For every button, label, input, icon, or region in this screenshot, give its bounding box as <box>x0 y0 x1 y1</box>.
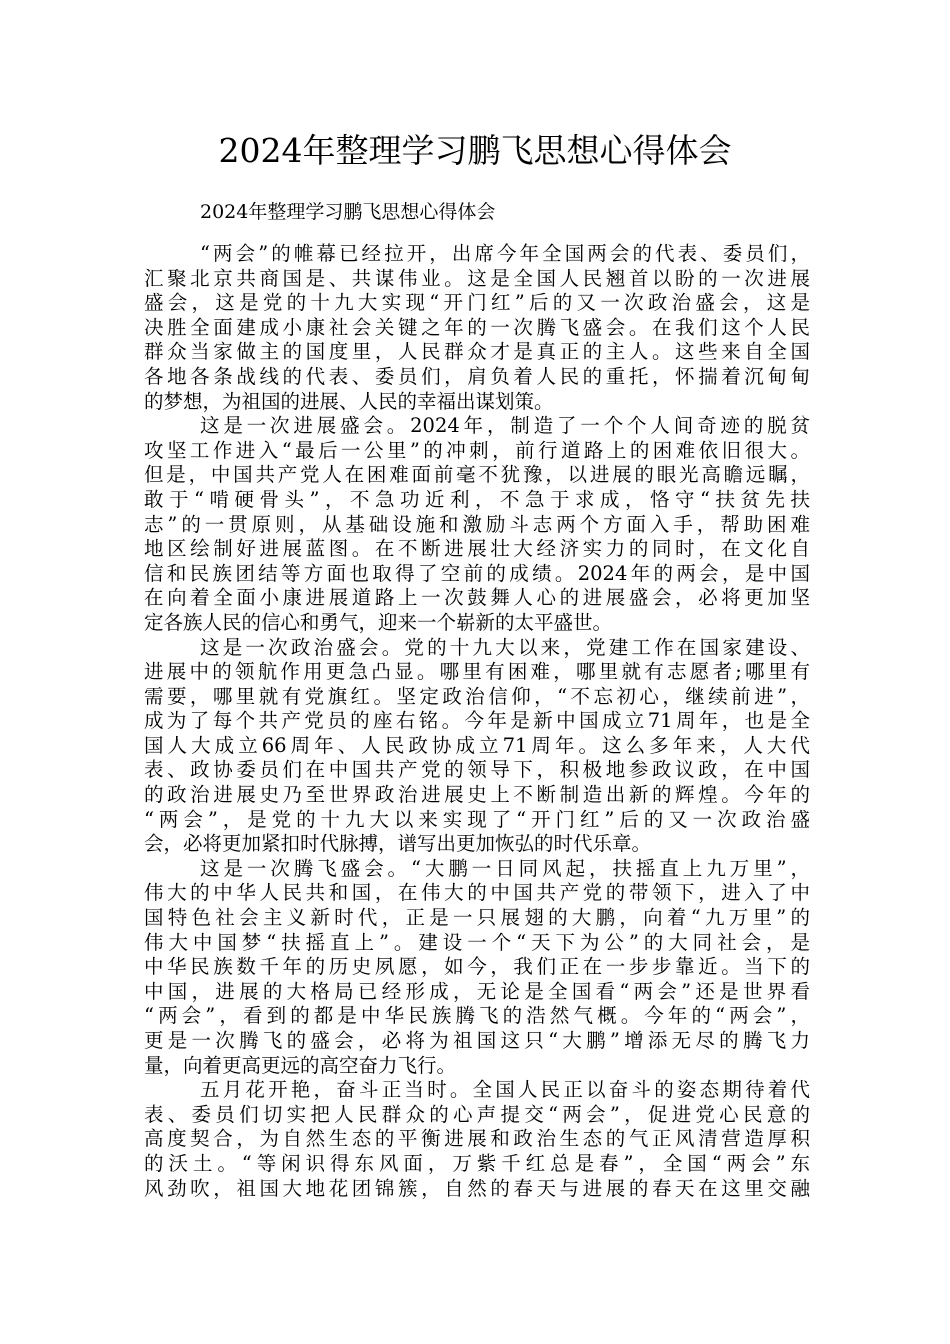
paragraph-line: 中国，进展的大格局已经形成，无论是全国看“两会”还是世界看 <box>144 979 810 1003</box>
paragraph-line: “两会”的帷幕已经拉开，出席今年全国两会的代表、委员们， <box>200 242 810 265</box>
paragraph-line: 高度契合，为自然生态的平衡进展和政治生态的气正风清营造厚积 <box>144 1127 810 1151</box>
paragraph-line: 表、委员们切实把人民群众的心声提交“两会”，促进党心民意的 <box>144 1102 810 1126</box>
paragraph-line: 盛会，这是党的十九大实现“开门红”后的又一次政治盛会，这是 <box>144 291 810 315</box>
paragraph-line: 表、政协委员们在中国共产党的领导下，积极地参政议政，在中国 <box>144 758 810 782</box>
paragraph-line: 汇聚北京共商国是、共谋伟业。这是全国人民翘首以盼的一次进展 <box>144 266 810 290</box>
document-title: 2024年整理学习鹏飞思想心得体会 <box>218 131 732 170</box>
body-paragraph <box>144 242 810 414</box>
paragraph-line: 这是一次政治盛会。党的十九大以来，党建工作在国家建设、 <box>200 635 810 659</box>
paragraph-line: 但是，中国共产党人在困难面前毫不犹豫，以进展的眼光高瞻远瞩， <box>144 463 810 487</box>
paragraph-line: 进展中的领航作用更急凸显。哪里有困难，哪里就有志愿者;哪里有 <box>144 660 810 684</box>
paragraph-line: 成为了每个共产党员的座右铭。今年是新中国成立71周年，也是全 <box>144 709 810 733</box>
paragraph-line: 量，向着更高更远的高空奋力飞行。 <box>144 1053 457 1077</box>
paragraph-line: 在向着全面小康进展道路上一次鼓舞人心的进展盛会，必将更加坚 <box>144 586 810 610</box>
paragraph-line: 群众当家做主的国度里，人民群众才是真正的主人。这些来自全国 <box>144 340 810 364</box>
paragraph-line: 志”的一贯原则，从基础设施和激励斗志两个方面入手，帮助困难 <box>144 512 810 536</box>
paragraph-line: 敢于“啃硬骨头”，不急功近利，不急于求成，恪守“扶贫先扶 <box>144 487 810 511</box>
paragraph-line: 决胜全面建成小康社会关键之年的一次腾飞盛会。在我们这个人民 <box>144 315 810 339</box>
paragraph-line: 国特色社会主义新时代，正是一只展翅的大鹏，向着“九万里”的 <box>144 906 810 930</box>
body-paragraph <box>144 1078 810 1201</box>
paragraph-line: 中华民族数千年的历史夙愿，如今，我们正在一步步靠近。当下的 <box>144 955 810 979</box>
paragraph-line: 信和民族团结等方面也取得了空前的成绩。2024年的两会，是中国 <box>144 561 810 585</box>
paragraph-line: 伟大的中华人民共和国，在伟大的中国共产党的带领下，进入了中 <box>144 881 810 905</box>
paragraph-line: “两会”，是党的十九大以来实现了“开门红”后的又一次政治盛 <box>144 807 810 831</box>
paragraph-line: 的梦想，为祖国的进展、人民的幸福出谋划策。 <box>144 389 554 413</box>
paragraph-line: 这是一次腾飞盛会。“大鹏一日同风起，扶摇直上九万里”， <box>200 856 810 880</box>
body-paragraph <box>144 414 810 635</box>
paragraph-line: 的沃土。“等闲识得东风面，万紫千红总是春”，全国“两会”东 <box>144 1151 810 1175</box>
paragraph-line: 各地各条战线的代表、委员们，肩负着人民的重托，怀揣着沉甸甸 <box>144 364 810 388</box>
paragraph-line: 攻坚工作进入“最后一公里”的冲刺，前行道路上的困难依旧很大。 <box>144 438 810 462</box>
document-body <box>144 242 810 1201</box>
paragraph-line: 定各族人民的信心和勇气，迎来一个崭新的太平盛世。 <box>144 610 613 634</box>
paragraph-line: 需要，哪里就有党旗红。坚定政治信仰，“不忘初心，继续前进”， <box>144 684 810 708</box>
paragraph-line: 会，必将更加紧扣时代脉搏，谱写出更加恢弘的时代乐章。 <box>144 832 652 856</box>
document-subtitle: 2024年整理学习鹏飞思想心得体会 <box>200 201 496 223</box>
paragraph-line: 更是一次腾飞的盛会，必将为祖国这只“大鹏”增添无尽的腾飞力 <box>144 1029 810 1052</box>
paragraph-line: 国人大成立66周年、人民政协成立71周年。这么多年来，人大代 <box>144 733 810 757</box>
paragraph-line: 这是一次进展盛会。2024年，制造了一个个人间奇迹的脱贫 <box>200 414 810 438</box>
paragraph-line: 五月花开艳，奋斗正当时。全国人民正以奋斗的姿态期待着代 <box>200 1078 810 1102</box>
body-paragraph <box>144 636 810 857</box>
paragraph-line: 风劲吹，祖国大地花团锦簇，自然的春天与进展的春天在这里交融 <box>144 1176 810 1200</box>
paragraph-line: 伟大中国梦“扶摇直上”。建设一个“天下为公”的大同社会，是 <box>144 930 810 954</box>
body-paragraph <box>144 857 810 1078</box>
paragraph-line: 地区绘制好进展蓝图。在不断进展壮大经济实力的同时，在文化自 <box>144 537 810 561</box>
paragraph-line: “两会”，看到的都是中华民族腾飞的浩然气概。今年的“两会”， <box>144 1004 810 1028</box>
paragraph-line: 的政治进展史乃至世界政治进展史上不断制造出新的辉煌。今年的 <box>144 783 810 807</box>
